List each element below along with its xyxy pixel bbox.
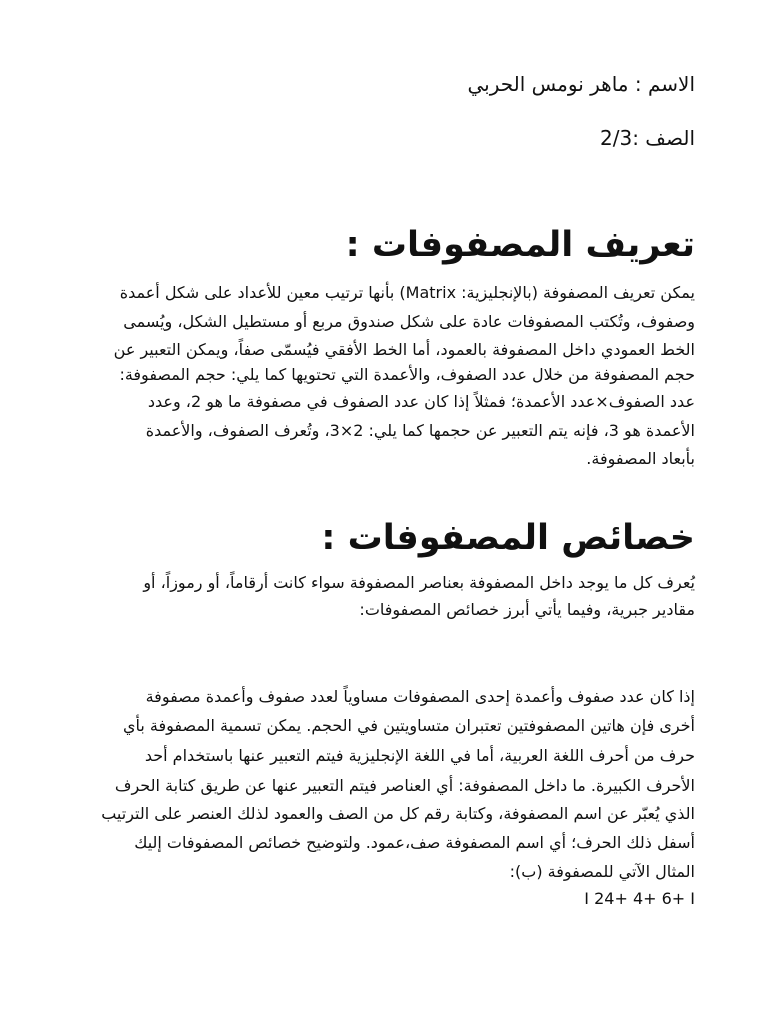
paragraph-line: المثال الآتي للمصفوفة (ب):: [509, 862, 695, 881]
matrix-formula: [70, 889, 695, 908]
matrix-formula-text: I 24+ 4+ 6+ I: [584, 889, 695, 908]
paragraph-line: يمكن تعريف المصفوفة (بالإنجليزية: Matrix) بأنها ترتيب معين للأعداد على شكل أعمدة: [119, 283, 695, 302]
paragraph-line: مقادير جبرية، وفيما يأتي أبرز خصائص المصفوفات:: [359, 600, 695, 619]
paragraph-line: يُعرف كل ما يوجد داخل المصفوفة بعناصر المصفوفة سواء كانت أرقاماً، أو رموزاً، أو: [143, 573, 695, 592]
section-title-definition: تعريف المصفوفات :: [345, 225, 695, 265]
paragraph-line: أسفل ذلك الحرف؛ أي اسم المصفوفة صف،عمود. ولتوضيح خصائص المصفوفات إليك: [134, 833, 695, 852]
paragraph-line: حجم المصفوفة من خلال عدد الصفوف، والأعمدة التي تحتويها كما يلي: حجم المصفوفة:: [119, 365, 695, 384]
paragraph-line: وصفوف، وتُكتب المصفوفات عادة على شكل صندوق مربع أو مستطيل الشكل، ويُسمى: [123, 312, 695, 331]
paragraph-line: الأحرف الكبيرة. ما داخل المصفوفة: أي العناصر فيتم التعبير عنها عن طريق كتابة الحرف: [114, 776, 695, 795]
paragraph-line: الذي يُعبّر عن اسم المصفوفة، وكتابة رقم كل من الصف والعمود لذلك العنصر على الترتيب: [101, 804, 695, 823]
section-title-properties: خصائص المصفوفات :: [321, 518, 695, 558]
paragraph-line: عدد الصفوف×عدد الأعمدة؛ فمثلاً إذا كان عدد الصفوف في مصفوفة ما هو 2، وعدد: [147, 392, 695, 411]
paragraph-line: إذا كان عدد صفوف وأعمدة إحدى المصفوفات مساوياً لعدد صفوف وأعمدة مصفوفة: [145, 687, 695, 706]
paragraph-line: الخط العمودي داخل المصفوفة بالعمود، أما الخط الأفقي فيُسمّى صفاً، ويمكن التعبير عن: [113, 340, 695, 359]
student-class-line: الصف :2/3: [600, 126, 695, 150]
paragraph-line: أخرى فإن هاتين المصفوفتين تعتبران متساويتين في الحجم. يمكن تسمية المصفوفة بأي: [122, 716, 695, 735]
student-name-line: الاسم : ماهر نومس الحربي: [467, 72, 695, 96]
paragraph-line: الأعمدة هو 3، فإنه يتم التعبير عن حجمها كما يلي: 2×3، وتُعرف الصفوف، والأعمدة: [145, 421, 695, 440]
paragraph-line: بأبعاد المصفوفة.: [586, 449, 695, 468]
paragraph-line: حرف من أحرف اللغة العربية، أما في اللغة الإنجليزية فيتم التعبير عنها باستخدام أحد: [144, 746, 695, 765]
